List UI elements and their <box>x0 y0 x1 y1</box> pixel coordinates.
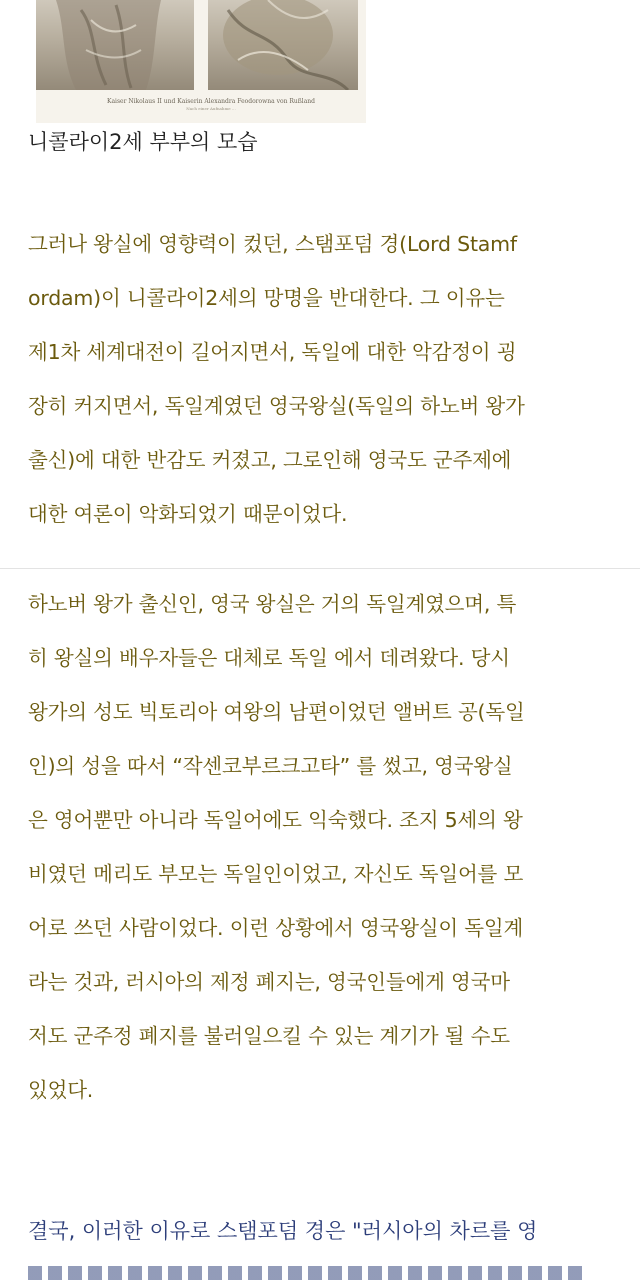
paragraph-line: 인)의 성을 따서 “작센코부르크고타” 를 썼고, 영국왕실 <box>28 754 513 778</box>
paragraph-line: 출신)에 대한 반감도 커졌고, 그로인해 영국도 군주제에 <box>28 448 512 472</box>
photo-right-panel <box>208 0 358 90</box>
print-caption-subtext: Nach einer Aufnahme ... <box>186 106 236 111</box>
paragraph-3: 결국, 이러한 이유로 스탬포덤 경은 "러시아의 차르를 영 <box>28 1219 538 1243</box>
paragraph-line: 대한 여론이 악화되었기 때문이었다. <box>28 502 348 526</box>
paragraph-line: 라는 것과, 러시아의 제정 폐지는, 영국인들에게 영국마 <box>28 970 510 994</box>
paragraph-line: 왕가의 성도 빅토리아 여왕의 남편이었던 앨버트 공(독일 <box>28 700 525 724</box>
historical-photo <box>36 0 366 123</box>
paragraph-line: 어로 쓰던 사람이었다. 이런 상황에서 영국왕실이 독일계 <box>28 916 524 940</box>
section-divider <box>0 568 640 569</box>
paragraph-line: 하노버 왕가 출신인, 영국 왕실은 거의 독일계였으며, 특 <box>28 592 517 616</box>
paragraph-line: 그러나 왕실에 영향력이 컸던, 스탬포덤 경(Lord Stamf <box>28 232 517 256</box>
paragraph-line: 장히 커지면서, 독일계였던 영국왕실(독일의 하노버 왕가 <box>28 394 525 418</box>
paragraph-1 <box>28 217 618 541</box>
paragraph-line: 저도 군주정 폐지를 불러일으킬 수 있는 계기가 될 수도 <box>28 1024 510 1048</box>
paragraph-line: 제1차 세계대전이 길어지면서, 독일에 대한 악감정이 굉 <box>28 340 517 364</box>
photo-print-caption <box>96 98 326 112</box>
cut-off-text-line <box>28 1262 588 1280</box>
photo-caption: 니콜라이2세 부부의 모습 <box>28 130 258 154</box>
paragraph-line: 히 왕실의 배우자들은 대체로 독일 에서 데려왔다. 당시 <box>28 646 510 670</box>
print-caption-text: Kaiser Nikolaus II und Kaiserin Alexandra Feodorowna von Rußland <box>106 98 316 105</box>
paragraph-line: 은 영어뿐만 아니라 독일어에도 익숙했다. 조지 5세의 왕 <box>28 808 523 832</box>
paragraph-line: ordam)이 니콜라이2세의 망명을 반대한다. 그 이유는 <box>28 286 505 310</box>
photo-left-panel <box>36 0 194 90</box>
paragraph-2 <box>28 577 618 1117</box>
paragraph-line: 있었다. <box>28 1078 94 1102</box>
paragraph-line: 비였던 메리도 부모는 독일인이었고, 자신도 독일어를 모 <box>28 862 524 886</box>
